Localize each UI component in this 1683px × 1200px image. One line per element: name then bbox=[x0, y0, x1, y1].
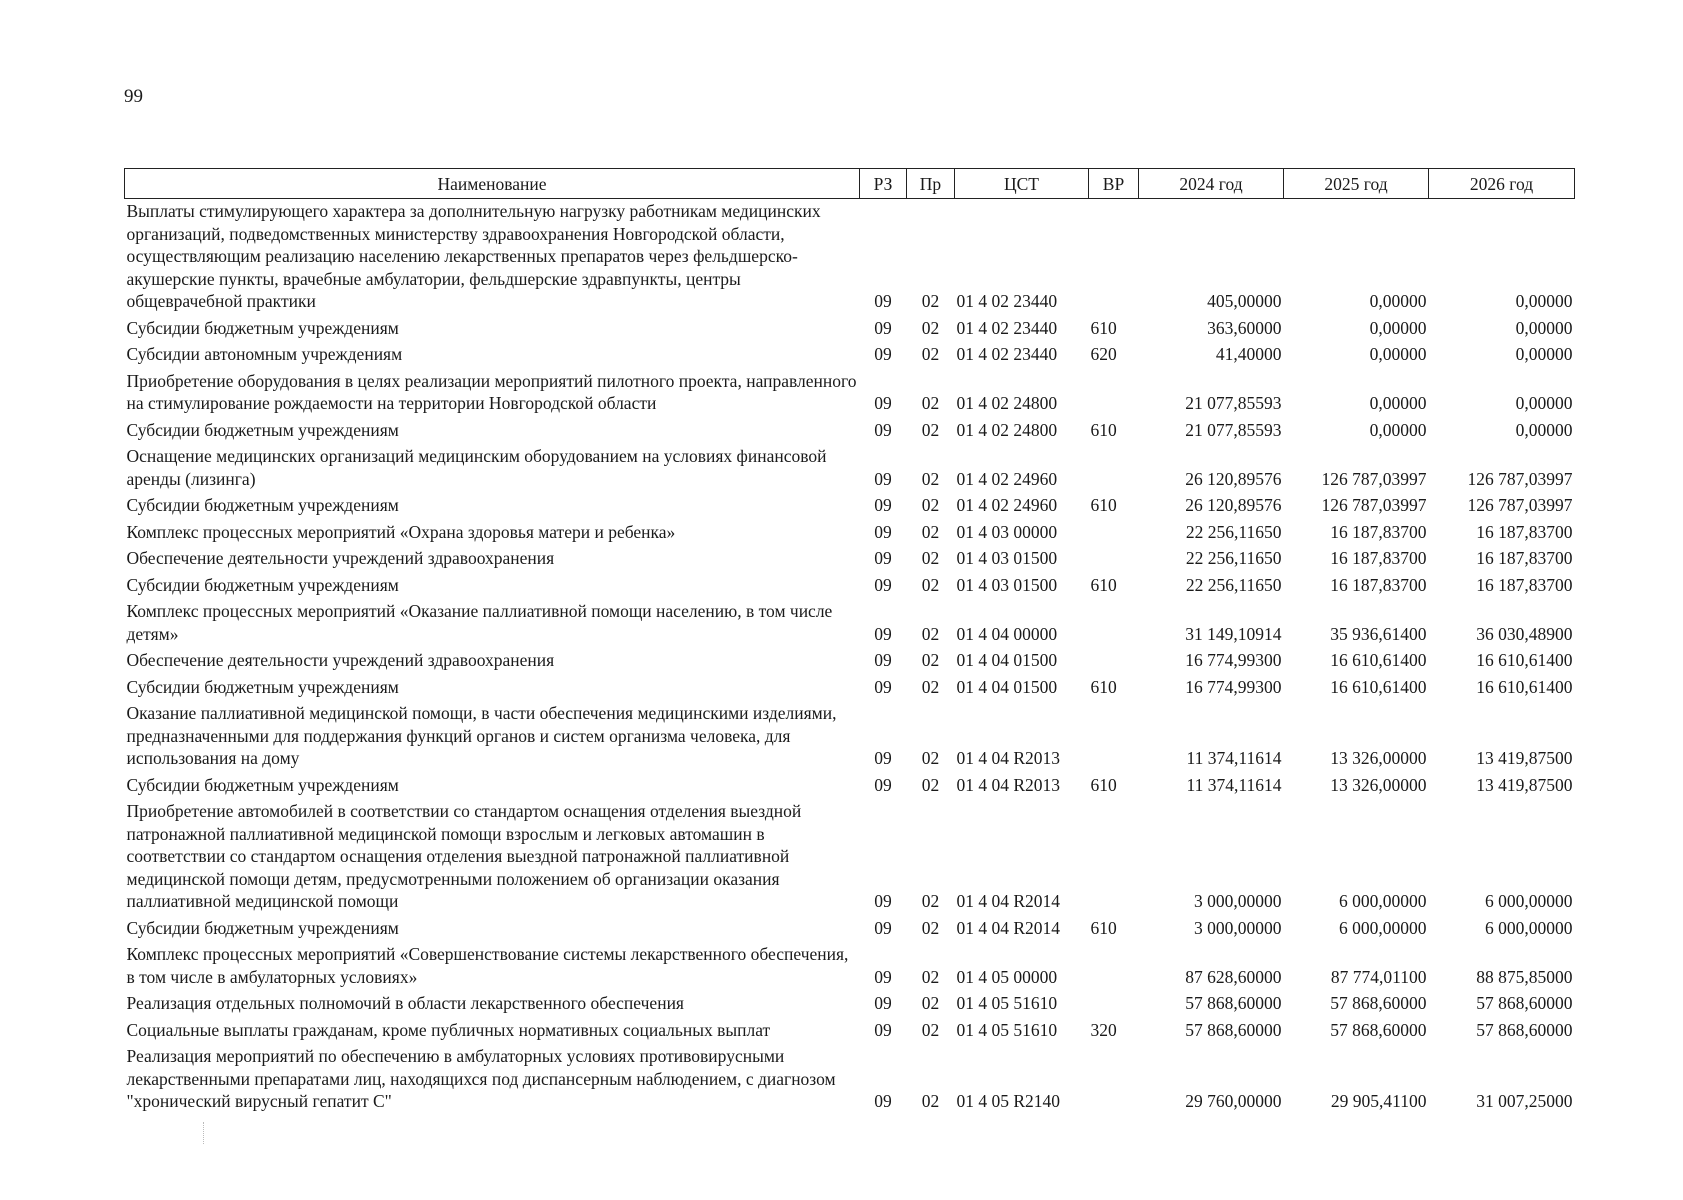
row-2026: 0,00000 bbox=[1515, 317, 1573, 338]
table-row bbox=[125, 369, 1575, 418]
row-2025: 16 610,61400 bbox=[1330, 650, 1427, 670]
header-cst: ЦСТ bbox=[955, 169, 1089, 199]
table-row bbox=[125, 546, 1575, 573]
table-row bbox=[125, 916, 1575, 943]
row-2024: 29 760,00000 bbox=[1185, 1091, 1282, 1111]
row-name: Реализация отдельных полномочий в области лекарственного обеспечения bbox=[126, 993, 684, 1013]
row-2024: 22 256,11650 bbox=[1185, 548, 1282, 568]
row-vr bbox=[1089, 701, 1139, 773]
row-2024: 21 077,85593 bbox=[1185, 419, 1282, 440]
row-cst: 01 4 05 00000 bbox=[956, 966, 1058, 987]
row-cst: 01 4 05 R2140 bbox=[956, 1091, 1061, 1111]
row-2026: 16 187,83700 bbox=[1476, 574, 1573, 595]
row-rz: 09 bbox=[874, 774, 892, 795]
row-vr bbox=[1089, 942, 1139, 991]
table-row bbox=[125, 418, 1575, 445]
row-2025: 0,00000 bbox=[1369, 291, 1427, 311]
row-2024: 57 868,60000 bbox=[1185, 1019, 1282, 1040]
row-2024: 87 628,60000 bbox=[1185, 966, 1282, 987]
row-pr: 02 bbox=[921, 291, 940, 311]
table-row bbox=[125, 199, 1575, 316]
table-row bbox=[125, 648, 1575, 675]
row-vr bbox=[1089, 369, 1139, 418]
table-row bbox=[125, 444, 1575, 493]
table-row bbox=[125, 493, 1575, 520]
row-rz: 09 bbox=[874, 650, 892, 670]
row-vr bbox=[1089, 520, 1139, 547]
row-pr: 02 bbox=[921, 419, 940, 440]
row-pr: 02 bbox=[921, 623, 940, 644]
header-2026: 2026 год bbox=[1429, 169, 1575, 199]
table-row bbox=[125, 1018, 1575, 1045]
table-row bbox=[125, 675, 1575, 702]
row-2025: 16 187,83700 bbox=[1330, 521, 1427, 542]
row-cst: 01 4 02 23440 bbox=[956, 317, 1058, 338]
row-rz: 09 bbox=[874, 917, 892, 938]
row-name: Обеспечение деятельности учреждений здравоохранения bbox=[126, 650, 555, 670]
row-name: Комплекс процессных мероприятий «Охрана здоровья матери и ребенка» bbox=[126, 521, 676, 542]
row-2026: 36 030,48900 bbox=[1476, 623, 1573, 644]
row-vr: 320 bbox=[1090, 1019, 1117, 1040]
row-name: Оказание паллиативной медицинской помощи, в части обеспечения медицинскими изделиями, предназначенными для поддержания функций органов и систем организма человека, для использования на дому bbox=[126, 703, 837, 768]
row-2024: 405,00000 bbox=[1207, 291, 1282, 311]
row-2024: 22 256,11650 bbox=[1185, 574, 1282, 595]
row-2024: 16 774,99300 bbox=[1185, 650, 1282, 670]
row-2025: 57 868,60000 bbox=[1330, 1019, 1427, 1040]
row-name: Приобретение оборудования в целях реализации мероприятий пилотного проекта, направленного на стимулирование рождаемости на территории Новгородской области bbox=[126, 370, 857, 413]
row-2025: 35 936,61400 bbox=[1330, 623, 1427, 644]
row-cst: 01 4 05 51610 bbox=[956, 993, 1058, 1013]
row-pr: 02 bbox=[921, 521, 940, 542]
table-row bbox=[125, 799, 1575, 916]
row-rz: 09 bbox=[874, 993, 892, 1013]
row-pr: 02 bbox=[921, 1019, 940, 1040]
row-2024: 11 374,11614 bbox=[1186, 748, 1282, 768]
row-rz: 09 bbox=[874, 1019, 892, 1040]
row-2026: 16 610,61400 bbox=[1476, 676, 1573, 697]
row-rz: 09 bbox=[874, 676, 892, 697]
table-header-row bbox=[125, 169, 1575, 199]
row-vr: 620 bbox=[1090, 344, 1117, 364]
row-2024: 3 000,00000 bbox=[1194, 917, 1282, 938]
row-2025: 126 787,03997 bbox=[1321, 468, 1427, 489]
row-2025: 6 000,00000 bbox=[1339, 917, 1427, 938]
row-2026: 126 787,03997 bbox=[1467, 468, 1573, 489]
row-rz: 09 bbox=[874, 548, 892, 568]
table-body bbox=[125, 199, 1575, 1116]
row-name: Субсидии бюджетным учреждениям bbox=[126, 419, 399, 440]
row-name: Субсидии бюджетным учреждениям bbox=[126, 676, 399, 697]
row-vr: 610 bbox=[1090, 917, 1117, 938]
table-row bbox=[125, 342, 1575, 369]
row-2024: 26 120,89576 bbox=[1185, 495, 1282, 515]
header-2025: 2025 год bbox=[1284, 169, 1429, 199]
row-2026: 0,00000 bbox=[1515, 393, 1573, 413]
row-rz: 09 bbox=[874, 495, 892, 515]
row-pr: 02 bbox=[921, 468, 940, 489]
header-rz: РЗ bbox=[860, 169, 907, 199]
page-number: 99 bbox=[124, 86, 143, 107]
row-2025: 13 326,00000 bbox=[1330, 774, 1427, 795]
row-2025: 0,00000 bbox=[1369, 419, 1427, 440]
header-pr: Пр bbox=[907, 169, 955, 199]
row-name: Субсидии бюджетным учреждениям bbox=[126, 917, 399, 938]
row-rz: 09 bbox=[874, 317, 892, 338]
row-pr: 02 bbox=[921, 393, 940, 413]
row-2024: 16 774,99300 bbox=[1185, 676, 1282, 697]
row-2026: 57 868,60000 bbox=[1476, 993, 1573, 1013]
row-vr bbox=[1089, 546, 1139, 573]
row-cst: 01 4 04 R2013 bbox=[956, 748, 1061, 768]
row-name: Субсидии автономным учреждениям bbox=[126, 344, 403, 364]
row-2026: 6 000,00000 bbox=[1485, 917, 1573, 938]
row-rz: 09 bbox=[874, 574, 892, 595]
row-cst: 01 4 02 24960 bbox=[956, 495, 1058, 515]
row-pr: 02 bbox=[921, 748, 940, 768]
row-pr: 02 bbox=[921, 574, 940, 595]
row-vr: 610 bbox=[1090, 774, 1117, 795]
row-vr: 610 bbox=[1090, 419, 1117, 440]
row-2024: 21 077,85593 bbox=[1185, 393, 1282, 413]
row-rz: 09 bbox=[874, 891, 892, 911]
row-pr: 02 bbox=[921, 344, 940, 364]
row-2024: 363,60000 bbox=[1207, 317, 1282, 338]
row-2025: 29 905,41100 bbox=[1330, 1091, 1427, 1111]
row-pr: 02 bbox=[921, 676, 940, 697]
scan-artifact bbox=[203, 1122, 207, 1144]
header-name: Наименование bbox=[125, 169, 860, 199]
row-rz: 09 bbox=[874, 393, 892, 413]
table-row bbox=[125, 599, 1575, 648]
row-cst: 01 4 03 01500 bbox=[956, 574, 1058, 595]
row-2024: 22 256,11650 bbox=[1185, 521, 1282, 542]
row-2026: 0,00000 bbox=[1515, 344, 1573, 364]
row-cst: 01 4 02 23440 bbox=[956, 291, 1058, 311]
row-vr: 610 bbox=[1090, 495, 1117, 515]
row-vr: 610 bbox=[1090, 574, 1117, 595]
row-rz: 09 bbox=[874, 344, 892, 364]
row-2026: 16 187,83700 bbox=[1476, 521, 1573, 542]
row-vr bbox=[1089, 444, 1139, 493]
row-2026: 126 787,03997 bbox=[1467, 495, 1573, 515]
row-2026: 13 419,87500 bbox=[1476, 774, 1573, 795]
row-cst: 01 4 02 24800 bbox=[956, 419, 1058, 440]
row-2026: 88 875,85000 bbox=[1476, 966, 1573, 987]
row-vr bbox=[1089, 648, 1139, 675]
table-row bbox=[125, 316, 1575, 343]
row-cst: 01 4 04 01500 bbox=[956, 650, 1058, 670]
header-vr: ВР bbox=[1089, 169, 1139, 199]
row-rz: 09 bbox=[874, 291, 892, 311]
row-cst: 01 4 04 00000 bbox=[956, 623, 1058, 644]
row-cst: 01 4 04 R2013 bbox=[956, 774, 1061, 795]
row-rz: 09 bbox=[874, 748, 892, 768]
row-name: Реализация мероприятий по обеспечению в амбулаторных условиях противовирусными лекарственными препаратами лиц, находящихся под диспансерным наблюдением, с диагнозом "хронический вирусный гепатит С" bbox=[126, 1046, 836, 1111]
table-row bbox=[125, 573, 1575, 600]
row-vr bbox=[1089, 799, 1139, 916]
row-vr bbox=[1089, 991, 1139, 1018]
row-cst: 01 4 03 00000 bbox=[956, 521, 1058, 542]
row-rz: 09 bbox=[874, 966, 892, 987]
row-2024: 41,40000 bbox=[1215, 344, 1282, 364]
row-rz: 09 bbox=[874, 1091, 892, 1111]
table-row bbox=[125, 701, 1575, 773]
row-2025: 87 774,01100 bbox=[1330, 966, 1427, 987]
row-cst: 01 4 04 01500 bbox=[956, 676, 1058, 697]
row-name: Обеспечение деятельности учреждений здравоохранения bbox=[126, 548, 555, 568]
row-rz: 09 bbox=[874, 419, 892, 440]
row-2025: 0,00000 bbox=[1369, 344, 1427, 364]
row-name: Комплекс процессных мероприятий «Совершенствование системы лекарственного обеспечения, в том числе в амбулаторных условиях» bbox=[126, 944, 849, 987]
row-2024: 26 120,89576 bbox=[1185, 468, 1282, 489]
row-pr: 02 bbox=[921, 317, 940, 338]
header-2024: 2024 год bbox=[1139, 169, 1284, 199]
row-pr: 02 bbox=[921, 774, 940, 795]
row-2024: 3 000,00000 bbox=[1194, 891, 1282, 911]
row-vr bbox=[1089, 599, 1139, 648]
table-row bbox=[125, 773, 1575, 800]
row-pr: 02 bbox=[921, 966, 940, 987]
row-2025: 6 000,00000 bbox=[1339, 891, 1427, 911]
row-rz: 09 bbox=[874, 468, 892, 489]
row-2026: 16 187,83700 bbox=[1476, 548, 1573, 568]
row-cst: 01 4 05 51610 bbox=[956, 1019, 1058, 1040]
row-name: Субсидии бюджетным учреждениям bbox=[126, 574, 399, 595]
row-vr bbox=[1089, 199, 1139, 316]
budget-table bbox=[124, 168, 1575, 1116]
table-row bbox=[125, 520, 1575, 547]
row-name: Субсидии бюджетным учреждениям bbox=[126, 317, 399, 338]
row-2025: 57 868,60000 bbox=[1330, 993, 1427, 1013]
row-2025: 13 326,00000 bbox=[1330, 748, 1427, 768]
row-cst: 01 4 03 01500 bbox=[956, 548, 1058, 568]
table-row bbox=[125, 991, 1575, 1018]
row-name: Комплекс процессных мероприятий «Оказание паллиативной помощи населению, в том числе детям» bbox=[126, 601, 833, 644]
row-name: Субсидии бюджетным учреждениям bbox=[126, 495, 399, 515]
row-cst: 01 4 02 23440 bbox=[956, 344, 1058, 364]
row-name: Субсидии бюджетным учреждениям bbox=[126, 774, 399, 795]
row-cst: 01 4 02 24800 bbox=[956, 393, 1058, 413]
row-name: Приобретение автомобилей в соответствии со стандартом оснащения отделения выездной патронажной паллиативной медицинской помощи взрослым и легковых автомашин в соответствии со стандартом оснащения отделения выездной патронажной паллиативной медицинской помощи детям, предусмотренными положением об организации оказания паллиативной медицинской помощи bbox=[126, 801, 802, 911]
row-cst: 01 4 04 R2014 bbox=[956, 891, 1061, 911]
row-2026: 13 419,87500 bbox=[1476, 748, 1573, 768]
row-2024: 11 374,11614 bbox=[1186, 774, 1282, 795]
row-pr: 02 bbox=[921, 650, 940, 670]
row-2026: 57 868,60000 bbox=[1476, 1019, 1573, 1040]
row-pr: 02 bbox=[921, 891, 940, 911]
row-vr: 610 bbox=[1090, 317, 1117, 338]
row-vr bbox=[1089, 1044, 1139, 1116]
row-2026: 6 000,00000 bbox=[1485, 891, 1573, 911]
table-row bbox=[125, 1044, 1575, 1116]
row-2025: 0,00000 bbox=[1369, 317, 1427, 338]
row-2026: 0,00000 bbox=[1515, 291, 1573, 311]
row-rz: 09 bbox=[874, 623, 892, 644]
row-name: Социальные выплаты гражданам, кроме публичных нормативных социальных выплат bbox=[126, 1019, 771, 1040]
row-vr: 610 bbox=[1090, 676, 1117, 697]
row-2025: 16 610,61400 bbox=[1330, 676, 1427, 697]
row-name: Оснащение медицинских организаций медицинским оборудованием на условиях финансовой аренды (лизинга) bbox=[126, 446, 827, 489]
row-2025: 16 187,83700 bbox=[1330, 548, 1427, 568]
table-row bbox=[125, 942, 1575, 991]
row-pr: 02 bbox=[921, 1091, 940, 1111]
row-2024: 31 149,10914 bbox=[1185, 623, 1282, 644]
row-2026: 31 007,25000 bbox=[1476, 1091, 1573, 1111]
row-2024: 57 868,60000 bbox=[1185, 993, 1282, 1013]
row-cst: 01 4 02 24960 bbox=[956, 468, 1058, 489]
row-2025: 0,00000 bbox=[1369, 393, 1427, 413]
row-2025: 126 787,03997 bbox=[1321, 495, 1427, 515]
row-2026: 16 610,61400 bbox=[1476, 650, 1573, 670]
row-pr: 02 bbox=[921, 917, 940, 938]
row-2025: 16 187,83700 bbox=[1330, 574, 1427, 595]
row-rz: 09 bbox=[874, 521, 892, 542]
row-name: Выплаты стимулирующего характера за дополнительную нагрузку работникам медицинских организаций, подведомственных министерству здравоохранения Новгородской области, осуществляющим реализацию населению лекарственных препаратов через фельдшерско-акушерские пункты, врачебные амбулатории, фельдшерские здравпункты, центры общеврачебной практики bbox=[126, 201, 821, 311]
row-pr: 02 bbox=[921, 548, 940, 568]
row-pr: 02 bbox=[921, 993, 940, 1013]
row-cst: 01 4 04 R2014 bbox=[956, 917, 1061, 938]
row-pr: 02 bbox=[921, 495, 940, 515]
row-2026: 0,00000 bbox=[1515, 419, 1573, 440]
